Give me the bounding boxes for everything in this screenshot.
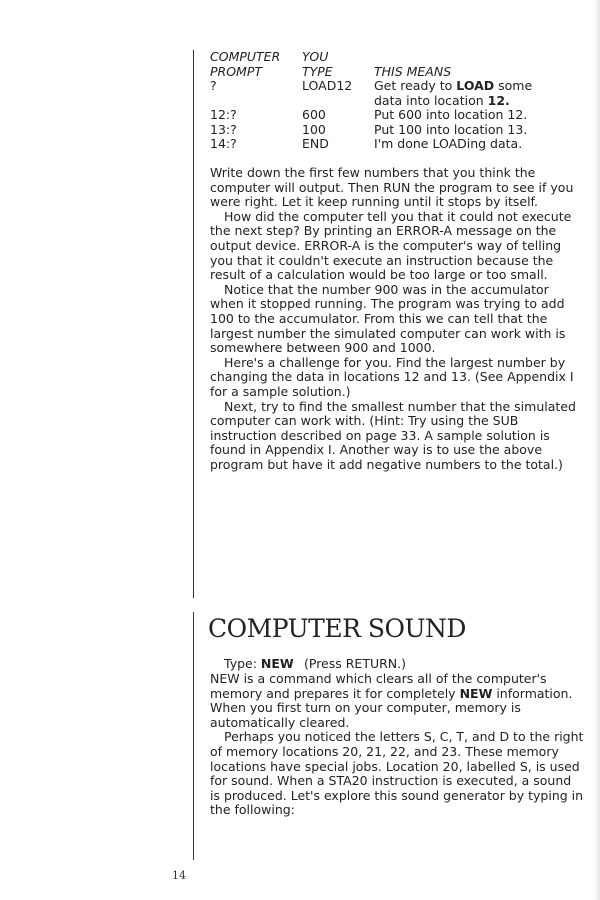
row-meaning: Get ready to LOAD some <box>374 78 533 93</box>
row-meaning: Put 600 into location 12. <box>374 107 528 122</box>
row-type: 600 <box>302 107 326 122</box>
row-type: END <box>302 136 329 151</box>
type-note: (Press RETURN.) <box>304 656 407 671</box>
paragraph: Write down the first few numbers that you think the computer will output. Then RUN the program to see if you were right. Let it keep running until it stops by itself. <box>210 165 574 210</box>
header-computer: COMPUTER <box>210 49 281 64</box>
body-text-2 <box>210 672 585 818</box>
header-this-means: THIS MEANS <box>374 63 452 79</box>
table-header-row-2 <box>210 65 590 80</box>
paragraph: Notice that the number 900 was in the accumulator when it stopped running. The program was trying to add 100 to the accumulator. From this we can tell that the largest number the simulated computer can work with is somewhere between 900 and 1000. <box>210 281 566 356</box>
table-row <box>210 79 590 94</box>
table-row <box>210 123 590 138</box>
row-meaning: Put 100 into location 13. <box>374 121 528 137</box>
table-header-row-1 <box>210 50 590 65</box>
row-prompt: 12:? <box>210 107 237 122</box>
header-you: YOU <box>302 49 329 64</box>
row-type: LOAD12 <box>302 78 353 93</box>
paragraph: How did the computer tell you that it could not execute the next step? By printing an ERROR-A message on the output device. ERROR-A is the computer's way of telling you that it couldn't execute an instruction because the result of a calculation would be too large or too small. <box>210 208 572 283</box>
body-text-1 <box>210 166 585 472</box>
type-instruction <box>224 656 407 672</box>
paragraph: Perhaps you noticed the letters S, C, T, and D to the right of memory locations 20, 21, 22, and 23. These memory locations have special jobs. Location 20, labelled S, is used for sound. When a STA20 instruction is executed, a sound is produced. Let's explore this sound generator by typing in the following: <box>210 729 584 818</box>
header-type: TYPE <box>302 63 333 79</box>
row-meaning-continued: data into location 12. <box>374 92 510 108</box>
row-type: 100 <box>302 121 326 137</box>
paragraph: Next, try to find the smallest number that the simulated computer can work with. (Hint: Try using the SUB instruction described on page 33. A sample solution is found in Appendix I. Another way is to use the above program but have it add negative numbers to the total.) <box>210 398 576 472</box>
header-prompt: PROMPT <box>210 63 263 79</box>
table-row <box>210 137 590 152</box>
row-prompt: ? <box>210 78 217 93</box>
row-meaning: I'm done LOADing data. <box>374 136 523 151</box>
row-prompt: 14:? <box>210 136 237 151</box>
paragraph: Here's a challenge for you. Find the largest number by changing the data in locations 12 and 13. (See Appendix I for a sample solution.) <box>210 354 574 399</box>
page-edge-shadow <box>594 0 600 900</box>
section-heading: COMPUTER SOUND <box>208 614 466 643</box>
prompt-table <box>210 50 590 152</box>
margin-rule-bottom <box>193 612 194 860</box>
type-command: NEW <box>260 656 294 671</box>
paragraph: NEW is a command which clears all of the computer's memory and prepares it for completely NEW information. When you first turn on your computer, memory is automatically cleared. <box>210 671 573 730</box>
table-row <box>210 108 590 123</box>
type-label: Type: <box>224 656 261 671</box>
row-prompt: 13:? <box>210 121 237 137</box>
table-row <box>210 94 590 109</box>
margin-rule-top <box>193 50 194 598</box>
page-number: 14 <box>172 869 186 882</box>
